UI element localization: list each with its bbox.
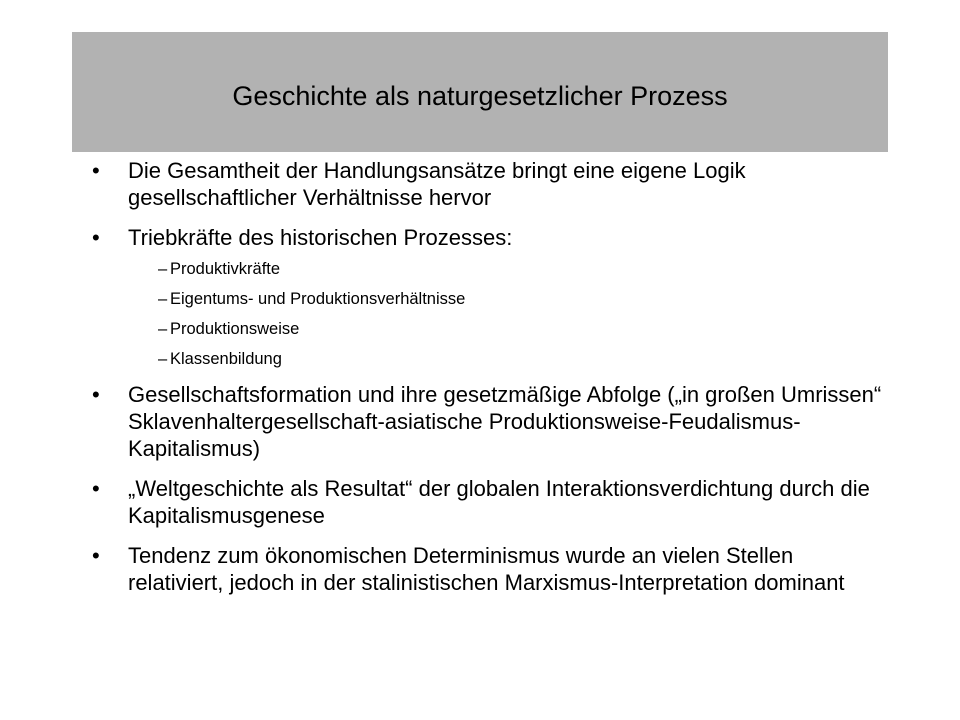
sub-bullet-text: Produktivkräfte [170,260,281,278]
dash-marker: – [158,260,168,278]
bullet-item [90,542,890,596]
bullet-text: Die Gesamtheit der Handlungsansätze bringt eine eigene Logik gesellschaftlicher Verhältnisse hervor [128,158,746,210]
bullet-item [90,157,890,211]
sub-bullet-item [90,349,890,369]
bullet-item [90,475,890,529]
sub-bullet-item [90,289,890,309]
bullet-marker: • [92,158,100,183]
sub-bullet-list [90,259,890,369]
sub-bullet-text: Eigentums- und Produktionsverhältnisse [170,290,466,308]
slide-title: Geschichte als naturgesetzlicher Prozess [232,80,728,111]
bullet-marker: • [92,382,100,407]
bullet-list [90,157,890,609]
bullet-text: „Weltgeschichte als Resultat“ der globalen Interaktionsverdichtung durch die Kapitalismusgenese [128,476,870,528]
sub-bullet-item [90,319,890,339]
title-banner [72,32,888,152]
bullet-marker: • [92,543,100,568]
bullet-item [90,224,890,251]
bullet-text: Gesellschaftsformation und ihre gesetzmäßige Abfolge („in großen Umrissen“ Sklavenhaltergesellschaft-asiatische Produktionsweise-Feudalismus-Kapitalismus) [128,382,882,461]
sub-bullet-text: Klassenbildung [170,350,282,368]
dash-marker: – [158,350,168,368]
bullet-text: Triebkräfte des historischen Prozesses: [128,225,513,250]
bullet-marker: • [92,476,100,501]
bullet-text: Tendenz zum ökonomischen Determinismus wurde an vielen Stellen relativiert, jedoch in der stalinistischen Marxismus-Interpretation dominant [128,543,845,595]
sub-bullet-item [90,259,890,279]
dash-marker: – [158,320,168,338]
sub-bullet-text: Produktionsweise [170,320,300,338]
bullet-item [90,381,890,462]
bullet-marker: • [92,225,100,250]
dash-marker: – [158,290,168,308]
